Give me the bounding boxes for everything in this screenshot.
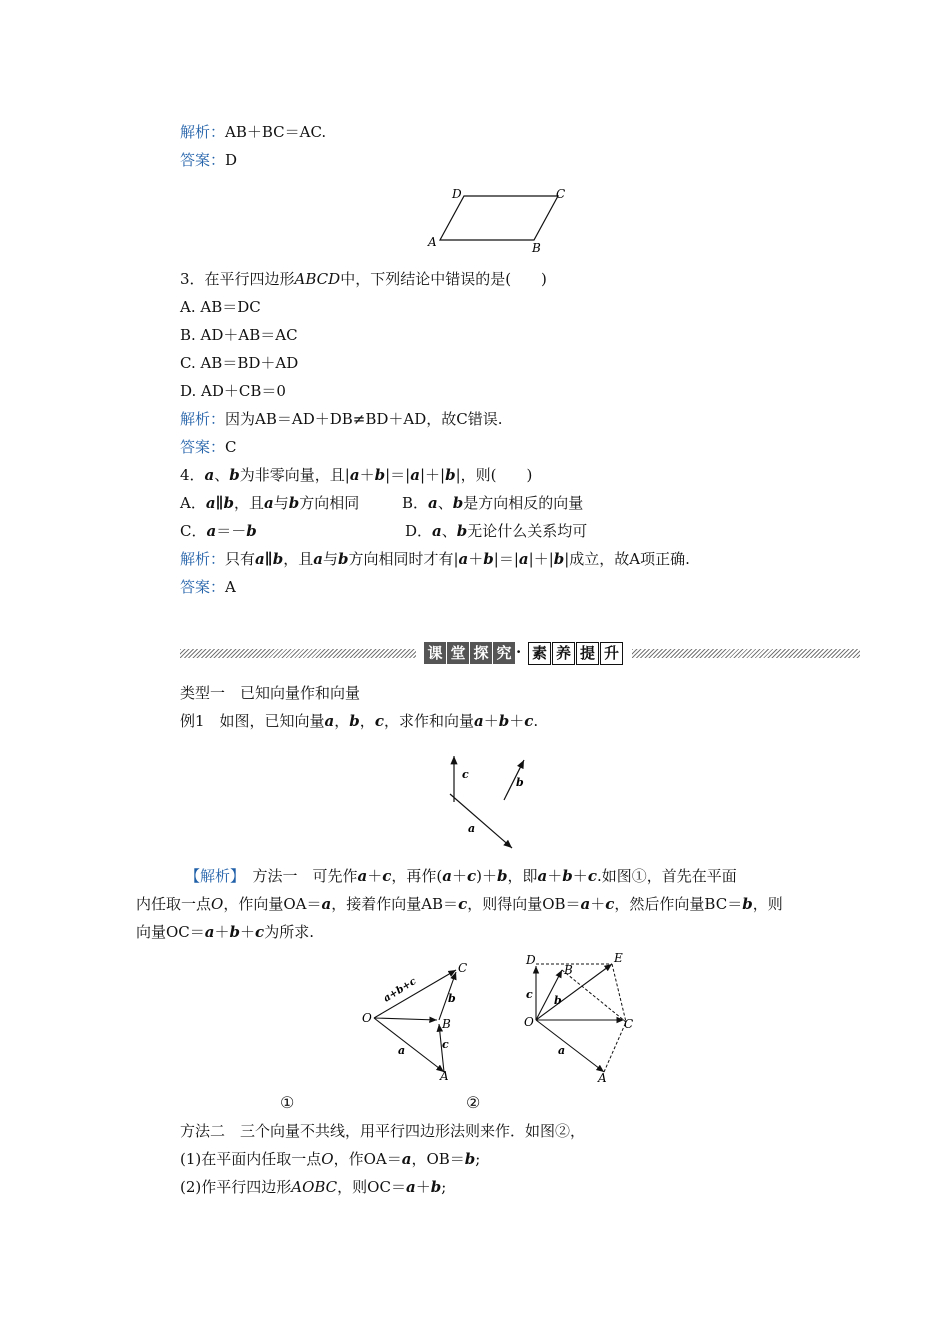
analysis-label: 解析： xyxy=(180,550,226,568)
seg: a xyxy=(313,550,323,568)
seg: ∥ xyxy=(264,550,273,568)
solution-line2 xyxy=(136,894,783,914)
q4-stem-seg: |＋| xyxy=(419,466,446,484)
fig2-dash-ec xyxy=(612,964,626,1022)
seg: 为所求. xyxy=(264,923,314,941)
seg: 与 xyxy=(273,494,289,512)
answer-value: A xyxy=(225,578,236,596)
figure-1 xyxy=(360,958,480,1086)
banner-char: 升 xyxy=(600,642,623,665)
seg: 方向相同时才有| xyxy=(348,550,459,568)
answer-value: C xyxy=(225,438,237,456)
seg: c xyxy=(382,867,392,885)
solution-tag: 【解析】 xyxy=(185,867,238,885)
seg: b xyxy=(452,494,464,512)
seg: a xyxy=(401,1150,412,1168)
seg: |成立，故A项正确. xyxy=(564,550,690,568)
seg: b xyxy=(483,550,494,568)
answer-label: 答案： xyxy=(180,438,226,456)
analysis-text: 因为AB＝AD＋DB≠BD＋AD，故C错误. xyxy=(225,410,503,428)
seg: ＋ xyxy=(509,712,525,730)
analysis-text: AB＋BC＝AC. xyxy=(225,123,327,141)
fig2-label-B: B xyxy=(564,963,573,977)
fig1-label-O: O xyxy=(362,1011,372,1025)
seg: ，且 xyxy=(234,494,265,512)
seg: b xyxy=(272,550,284,568)
seg: b xyxy=(464,1150,476,1168)
seg: a xyxy=(405,1178,416,1196)
seg: c xyxy=(374,712,384,730)
seg: a xyxy=(264,494,274,512)
seg: D． xyxy=(405,522,433,540)
q3-option-d: D. AD＋CB＝0 xyxy=(180,382,286,400)
seg: ， xyxy=(334,712,350,730)
seg: (2)作平行四边形 xyxy=(180,1178,292,1196)
seg: |＋| xyxy=(528,550,554,568)
seg: c xyxy=(587,867,597,885)
fig1-label-a: a xyxy=(398,1044,406,1057)
seg: O xyxy=(211,895,224,913)
label-C: C xyxy=(556,187,566,201)
section-banner xyxy=(180,640,860,668)
seg: b xyxy=(456,522,468,540)
fig1-label-B: B xyxy=(442,1017,451,1031)
fig2-label-A: A xyxy=(598,1071,607,1085)
seg: ，作OA＝ xyxy=(333,1150,402,1168)
seg: 无论什么关系均可 xyxy=(467,522,588,540)
fig2-caption: ② xyxy=(466,1093,481,1112)
q4-stem-seg: 、 xyxy=(214,466,230,484)
seg: a xyxy=(442,867,453,885)
seg: 只有 xyxy=(225,550,256,568)
fig2-label-c: c xyxy=(526,988,533,1001)
seg: b xyxy=(553,550,565,568)
seg: ，则得向量OB＝ xyxy=(467,895,581,913)
seg: a xyxy=(458,550,469,568)
seg: c xyxy=(605,895,615,913)
answer-label: 答案： xyxy=(180,578,226,596)
seg: )＋ xyxy=(476,867,498,885)
seg: ＋ xyxy=(452,867,468,885)
q3-analysis xyxy=(180,409,503,429)
seg: ＋ xyxy=(547,867,563,885)
q2-analysis xyxy=(180,122,326,142)
seg: ; xyxy=(441,1178,447,1196)
seg: 、 xyxy=(441,522,457,540)
seg: ， xyxy=(359,712,375,730)
fig1-label-c: c xyxy=(442,1038,449,1051)
solution-line3 xyxy=(136,922,314,942)
banner-char: 素 xyxy=(528,642,551,665)
fig2-label-b: b xyxy=(554,994,562,1007)
seg: b xyxy=(498,712,510,730)
seg: ∥ xyxy=(215,494,224,512)
seg: ，然后作向量BC＝ xyxy=(614,895,743,913)
type1-heading: 类型一 已知向量作和向量 xyxy=(180,684,361,702)
q4-option-a xyxy=(180,493,359,513)
seg: ，作向量OA＝ xyxy=(223,895,322,913)
seg: 方法一 可先作 xyxy=(237,867,358,885)
seg: ＋ xyxy=(415,1178,431,1196)
seg: B． xyxy=(402,494,429,512)
answer-label: 答案： xyxy=(180,151,226,169)
seg: 与 xyxy=(322,550,338,568)
seg: AOBC xyxy=(291,1178,338,1196)
seg: ＋ xyxy=(214,923,230,941)
fig1-caption: ① xyxy=(280,1093,295,1112)
seg: 内任取一点 xyxy=(136,895,212,913)
fig2-vector-oa xyxy=(536,1020,604,1072)
banner-char: 养 xyxy=(552,642,575,665)
q4-stem xyxy=(180,465,532,485)
q4-stem-seg: |＝| xyxy=(385,466,411,484)
seg: .如图①，首先在平面 xyxy=(596,867,737,885)
seg: (1)在平面内任取一点 xyxy=(180,1150,322,1168)
seg: c xyxy=(255,923,265,941)
seg: a xyxy=(205,494,216,512)
vector-a-arrow xyxy=(450,794,512,848)
seg: 、 xyxy=(437,494,453,512)
seg: ＋ xyxy=(483,712,499,730)
q3-option-a: A. AB＝DC xyxy=(180,298,261,316)
figure-2 xyxy=(520,950,640,1086)
seg: a xyxy=(321,895,332,913)
banner-hatch-left xyxy=(180,649,416,658)
analysis-label: 解析： xyxy=(180,410,226,428)
q4-stem-seg: 4． xyxy=(180,466,205,484)
q4-stem-seg: a xyxy=(204,466,215,484)
fig2-label-E: E xyxy=(614,951,623,965)
seg: ＋ xyxy=(590,895,606,913)
seg: a xyxy=(537,867,548,885)
seg: a xyxy=(432,522,442,540)
seg: ，则 xyxy=(752,895,783,913)
fig2-dash-ac xyxy=(604,1022,626,1072)
method2-line3 xyxy=(180,1177,446,1197)
seg: b xyxy=(229,923,241,941)
seg: 例1 如图，已知向量 xyxy=(180,712,325,730)
q4-stem-seg: |，则( ) xyxy=(455,466,533,484)
seg: a xyxy=(473,712,484,730)
banner-hatch-right xyxy=(632,649,860,658)
seg: ，则OC＝ xyxy=(337,1178,406,1196)
banner-char: 究 xyxy=(493,642,515,664)
banner-char: 提 xyxy=(576,642,599,665)
seg: |＝| xyxy=(493,550,519,568)
seg: ＋ xyxy=(468,550,484,568)
q4-option-d xyxy=(405,521,587,541)
fig2-label-O: O xyxy=(524,1015,534,1029)
q4-analysis xyxy=(180,549,690,569)
seg: a xyxy=(518,550,529,568)
q3-option-c: C. AB＝BD＋AD xyxy=(180,354,299,372)
seg: b xyxy=(497,867,508,885)
q4-stem-seg: b xyxy=(374,466,386,484)
seg: 是方向相反的向量 xyxy=(463,494,584,512)
q4-stem-seg: a xyxy=(349,466,360,484)
seg: c xyxy=(458,895,468,913)
fig1-label-sum: a+b+c xyxy=(381,975,419,1005)
fig2-label-C: C xyxy=(624,1017,634,1031)
seg: b xyxy=(223,494,235,512)
seg: a xyxy=(206,522,217,540)
seg: ; xyxy=(475,1150,481,1168)
q3-stem-a: 3．在平行四边形 xyxy=(180,270,295,288)
q3-stem xyxy=(180,269,547,289)
q3-option-b: B. AD＋AB＝AC xyxy=(180,326,298,344)
q4-stem-seg: b xyxy=(445,466,456,484)
seg: b xyxy=(349,712,360,730)
answer-value: D xyxy=(225,151,238,169)
banner-char: 堂 xyxy=(447,642,469,664)
seg: b xyxy=(562,867,573,885)
q3-answer xyxy=(180,437,237,457)
seg: a xyxy=(580,895,591,913)
banner-char: 探 xyxy=(470,642,492,664)
seg: a xyxy=(357,867,368,885)
analysis-label: 解析： xyxy=(180,123,226,141)
method2-line2 xyxy=(180,1149,480,1169)
parallelogram-figure xyxy=(420,182,580,252)
seg: c xyxy=(467,867,477,885)
seg: O xyxy=(321,1150,334,1168)
banner-box-right xyxy=(528,642,623,665)
label-A: A xyxy=(428,235,437,249)
vector-b-label: b xyxy=(516,776,524,789)
seg: ＋ xyxy=(367,867,383,885)
method2-line1: 方法二 三个向量不共线，用平行四边形法则来作．如图②， xyxy=(180,1122,586,1140)
seg: . xyxy=(533,712,539,730)
seg: b xyxy=(288,494,300,512)
q3-stem-b: 中，下列结论中错误的是( ) xyxy=(340,270,547,288)
seg: ，再作( xyxy=(391,867,443,885)
seg: ＋ xyxy=(240,923,256,941)
seg: a xyxy=(204,923,215,941)
q4-stem-seg: ＋ xyxy=(359,466,375,484)
seg: b xyxy=(742,895,753,913)
label-D: D xyxy=(452,187,462,201)
q3-stem-abcd: ABCD xyxy=(294,270,341,288)
vector-c-label: c xyxy=(462,768,469,781)
solution-line1 xyxy=(185,866,737,886)
example1 xyxy=(180,711,538,731)
seg: 方向相同 xyxy=(299,494,360,512)
banner-dot: · xyxy=(516,643,522,661)
q4-stem-seg: a xyxy=(410,466,420,484)
seg: b xyxy=(337,550,349,568)
seg: ＝－ xyxy=(216,522,247,540)
label-B: B xyxy=(532,241,541,252)
seg: ，求作和向量 xyxy=(383,712,474,730)
seg: c xyxy=(524,712,534,730)
seg: 向量OC＝ xyxy=(136,923,205,941)
seg: A． xyxy=(180,494,206,512)
seg: a xyxy=(324,712,335,730)
q4-stem-seg: b xyxy=(229,466,240,484)
fig1-label-C: C xyxy=(458,961,468,975)
seg: ＋ xyxy=(572,867,588,885)
seg: b xyxy=(430,1178,442,1196)
seg: a xyxy=(428,494,438,512)
seg: a xyxy=(255,550,265,568)
seg: ，OB＝ xyxy=(411,1150,465,1168)
vector-a-label: a xyxy=(468,822,476,835)
banner-char: 课 xyxy=(424,642,446,664)
fig2-vector-oe xyxy=(536,964,612,1020)
fig1-label-A: A xyxy=(440,1069,449,1083)
seg: ，即 xyxy=(507,867,538,885)
fig1-vector-ob xyxy=(374,1018,437,1020)
fig1-vector-oa xyxy=(374,1018,444,1072)
q4-answer xyxy=(180,577,236,597)
seg: b xyxy=(246,522,257,540)
q2-answer xyxy=(180,150,237,170)
q4-stem-seg: 为非零向量，且| xyxy=(239,466,350,484)
seg: C． xyxy=(180,522,207,540)
fig1-label-b: b xyxy=(448,992,456,1005)
seg: ，接着作向量AB＝ xyxy=(331,895,459,913)
q4-option-b xyxy=(402,493,583,513)
given-vectors-figure xyxy=(440,744,530,854)
banner-box-left xyxy=(424,642,515,664)
fig2-label-D: D xyxy=(526,953,536,967)
fig2-label-a: a xyxy=(558,1044,566,1057)
q4-option-c xyxy=(180,521,257,541)
seg: ，且 xyxy=(283,550,314,568)
